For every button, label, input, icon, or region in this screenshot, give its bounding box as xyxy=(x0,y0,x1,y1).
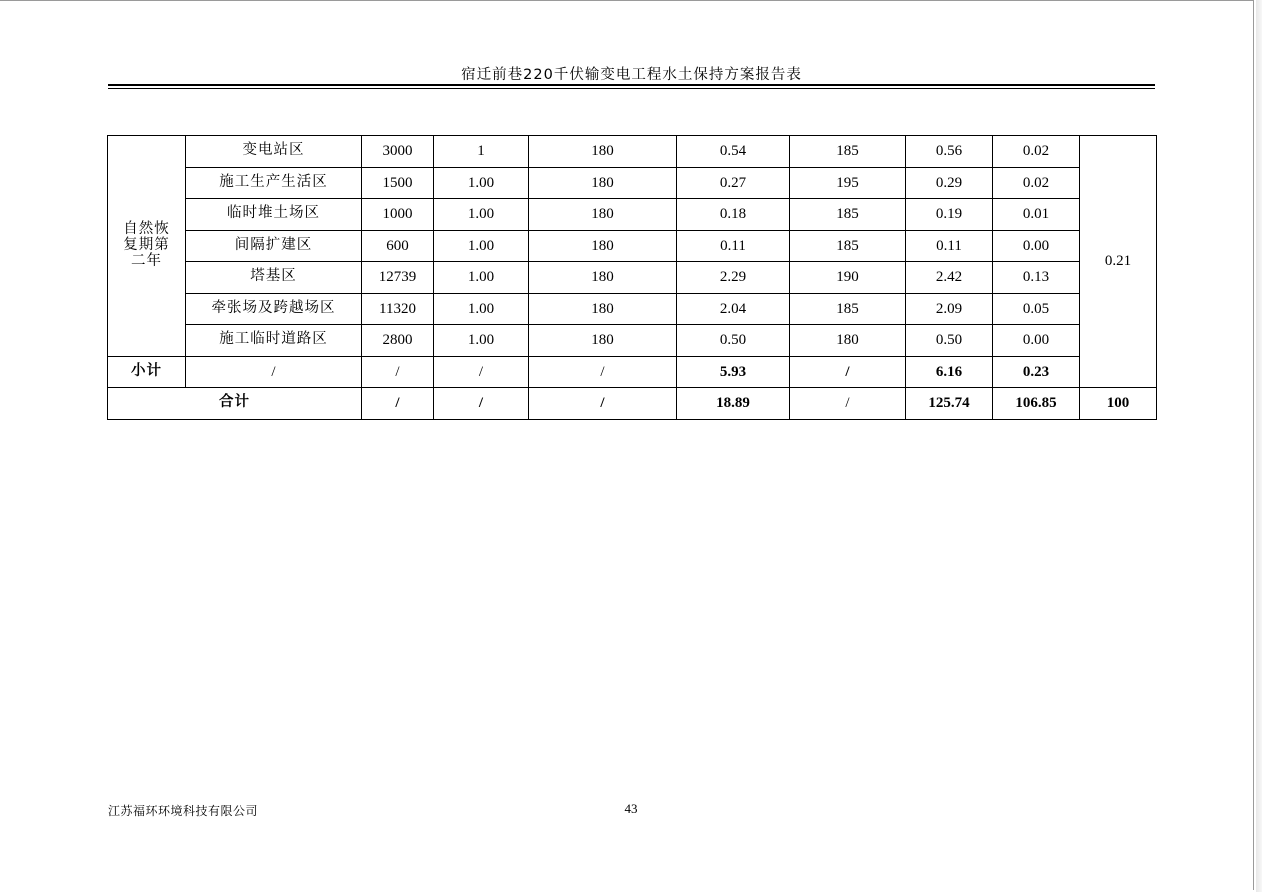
table-cell: 0.56 xyxy=(906,136,993,168)
table-cell: 185 xyxy=(790,293,906,325)
table-cell: 施工生产生活区 xyxy=(186,167,362,199)
table-cell: 1.00 xyxy=(434,325,529,357)
table-cell: / xyxy=(186,356,362,388)
table-cell: 0.00 xyxy=(993,325,1080,357)
table-cell: 0.23 xyxy=(993,356,1080,388)
table-cell: 1000 xyxy=(362,199,434,231)
table-cell: 1.00 xyxy=(434,230,529,262)
table-cell: 180 xyxy=(529,167,677,199)
page-edge-shadow xyxy=(1256,0,1262,892)
group-label-cell xyxy=(108,136,186,357)
table-cell: 2.42 xyxy=(906,262,993,294)
table-cell: 1 xyxy=(434,136,529,168)
total-label: 合计 xyxy=(108,388,362,420)
table-cell: 180 xyxy=(529,325,677,357)
table-cell: 180 xyxy=(529,199,677,231)
table-cell: 施工临时道路区 xyxy=(186,325,362,357)
table-cell: 0.54 xyxy=(677,136,790,168)
table-row xyxy=(108,293,1157,325)
table-cell: 125.74 xyxy=(906,388,993,420)
table-row xyxy=(108,325,1157,357)
table-cell: 12739 xyxy=(362,262,434,294)
table-cell: 180 xyxy=(790,325,906,357)
table-cell: / xyxy=(434,356,529,388)
table-cell: 塔基区 xyxy=(186,262,362,294)
table-cell: 0.01 xyxy=(993,199,1080,231)
table-cell: 1500 xyxy=(362,167,434,199)
table-cell: 1.00 xyxy=(434,199,529,231)
table-cell: 0.02 xyxy=(993,136,1080,168)
table-cell: 0.13 xyxy=(993,262,1080,294)
table-cell: 0.29 xyxy=(906,167,993,199)
table-cell: 变电站区 xyxy=(186,136,362,168)
table-cell: 18.89 xyxy=(677,388,790,420)
table-cell: / xyxy=(434,388,529,420)
table-cell: 0.50 xyxy=(906,325,993,357)
table-cell: 0.02 xyxy=(993,167,1080,199)
header-rule-thick xyxy=(108,84,1155,86)
table-row xyxy=(108,199,1157,231)
table-row xyxy=(108,262,1157,294)
table-cell: / xyxy=(529,356,677,388)
table-cell: 0.19 xyxy=(906,199,993,231)
table-cell: 0.00 xyxy=(993,230,1080,262)
table-row xyxy=(108,136,1157,168)
table-cell: 180 xyxy=(529,262,677,294)
subtotal-row xyxy=(108,356,1157,388)
table-cell: / xyxy=(529,388,677,420)
table-cell: 2800 xyxy=(362,325,434,357)
page-header-title: 宿迁前巷220千伏输变电工程水土保持方案报告表 xyxy=(461,67,802,83)
table-cell: 牵张场及跨越场区 xyxy=(186,293,362,325)
table-row xyxy=(108,167,1157,199)
subtotal-label: 小计 xyxy=(108,356,186,388)
table-cell: / xyxy=(790,388,906,420)
table-cell: 0.50 xyxy=(677,325,790,357)
table-cell: 11320 xyxy=(362,293,434,325)
table-cell: 3000 xyxy=(362,136,434,168)
table-cell: 0.18 xyxy=(677,199,790,231)
table-cell: 1.00 xyxy=(434,262,529,294)
table-cell: 100 xyxy=(1080,388,1157,420)
table-cell: 185 xyxy=(790,230,906,262)
footer-company: 江苏福环环境科技有限公司 xyxy=(108,804,259,818)
table-cell: 0.11 xyxy=(906,230,993,262)
table-cell: 190 xyxy=(790,262,906,294)
table-cell: 1.00 xyxy=(434,293,529,325)
table-cell: 0.27 xyxy=(677,167,790,199)
soil-loss-table xyxy=(107,135,1157,420)
total-row xyxy=(108,388,1157,420)
group-label: 自然恢复期第二年 xyxy=(123,220,170,269)
table-cell: 600 xyxy=(362,230,434,262)
page-number: 43 xyxy=(624,801,638,816)
table-cell: 1.00 xyxy=(434,167,529,199)
table-cell: 6.16 xyxy=(906,356,993,388)
table-cell: 0.05 xyxy=(993,293,1080,325)
group-total-cell: 0.21 xyxy=(1080,136,1157,388)
table-cell: 2.29 xyxy=(677,262,790,294)
table-cell: 195 xyxy=(790,167,906,199)
header-rule-thin xyxy=(108,88,1155,89)
table-cell: / xyxy=(362,388,434,420)
table-cell: / xyxy=(790,356,906,388)
table-cell: 106.85 xyxy=(993,388,1080,420)
table-cell: 180 xyxy=(529,230,677,262)
table-cell: 0.11 xyxy=(677,230,790,262)
table-cell: / xyxy=(362,356,434,388)
table-cell: 2.04 xyxy=(677,293,790,325)
table-cell: 2.09 xyxy=(906,293,993,325)
table-cell: 185 xyxy=(790,199,906,231)
table-cell: 间隔扩建区 xyxy=(186,230,362,262)
table-cell: 5.93 xyxy=(677,356,790,388)
table-cell: 180 xyxy=(529,293,677,325)
table-cell: 180 xyxy=(529,136,677,168)
table-row xyxy=(108,230,1157,262)
table-cell: 临时堆土场区 xyxy=(186,199,362,231)
table-cell: 185 xyxy=(790,136,906,168)
